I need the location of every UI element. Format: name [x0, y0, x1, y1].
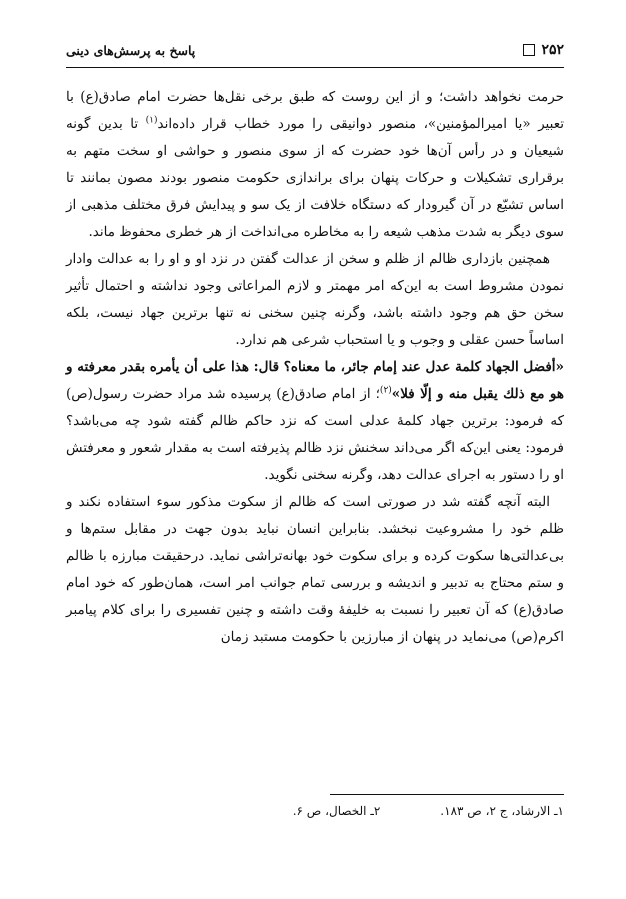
paragraph-3-text: ؛ از امام صادق(ع) پرسیده شد مراد حضرت رسول(ص) که فرمود: برترین جهاد کلمهٔ عدلی است که نزد حاکم ظالم گفته شود چه می‌باشد؟ فرمود: یعنی این‌که اگر می‌داند سخنش نزد ظالم پذیرفته است به مقدار شعور و معرفتش او را دستور به اجرای عدالت دهد، وگرنه سخنی نگوید.: [66, 386, 564, 483]
paragraph-4: البته آنچه گفته شد در صورتی است که ظالم از سکوت مذکور سوء استفاده نکند و ظلم خود را مشروعیت نبخشد. بنابراین انسان نباید بدون جهت در مقابل ستم‌ها و بی‌عدالتی‌ها سکوت کرده و برای سکوت خود بهانه‌تراشی نماید. درحقیقت مبارزه با ظالم و ستم محتاج به تدبیر و اندیشه و بررسی تمام جوانب امر است، همان‌طور که خود امام صادق(ع) که آن تعبیر را نسبت به خلیفهٔ وقت داشته و چنین تفسیری را برای کلام پیامبر اکرم(ص) می‌نماید در پنهان از مبارزین با حکومت مستبد زمان: [66, 494, 564, 645]
header-divider: [66, 67, 564, 68]
footnote-2: ۲ـ الخصال، ص ۶.: [292, 804, 381, 818]
paragraph-2: همچنین بازداری ظالم از ظلم و سخن از عدالت گفتن در نزد او و او را به عدالت وادار نمودن مشروط است به این‌که امر مهمتر و لازم المراعاتی وجود نداشته و احتمال تأثیر سخن حق هم وجود داشته باشد، وگرنه چنین سخنی نه تنها برترین جهاد نیست، بلکه اساساً حسن عقلی و وجوب و یا استحباب شرعی هم ندارد.: [66, 251, 564, 348]
footnote-ref-2: (۲): [379, 385, 392, 396]
square-bullet-icon: [523, 44, 535, 56]
body-text: [66, 84, 564, 651]
page-header: [66, 36, 564, 64]
running-title: پاسخ به پرسش‌های دینی: [66, 42, 196, 58]
page-number: ۲۵۲: [541, 42, 564, 58]
footnotes: [66, 804, 564, 818]
footnote-1: ۱ـ الارشاد، ج ۲، ص ۱۸۳.: [440, 804, 564, 818]
page-number-block: [523, 42, 564, 58]
paragraph-1: [66, 84, 564, 246]
footnote-ref-1: (۱): [145, 115, 158, 126]
hadith-quote: «أفضل الجهاد کلمة عدل عند إمام جائر، ما معناه؟ قال: هذا علی أن یأمره بقدر معرفته و هو مع ذلك یقبل منه و إلّا فلا»: [66, 359, 564, 402]
paragraph-3: [66, 354, 564, 489]
paragraph-1-text-b: تا بدین گونه شیعیان و در رأس آن‌ها خود حضرت که از سوی منصور و حواشی او سخت متهم به برقراری تشکیلات و حرکات پنهان برای براندازی حکومت منصور بودند مصون بمانند تا اساس تشیّع در آن گیرودار که دستگاه خلافت از یک سو و پیدایش فرق مختلف مذهبی از سوی دیگر به شدت مذهب شیعه را به مخاطره می‌انداخت از هر خطری محفوظ ماند.: [66, 116, 564, 240]
paragraph-1-text-a: حرمت نخواهد داشت؛ و از این روست که طبق برخی نقل‌ها حضرت امام صادق(ع) با تعبیر «یا امیرالمؤمنین»، منصور دوانیقی را مورد خطاب قرار داده‌اند: [66, 89, 564, 132]
footnote-divider: [330, 794, 564, 795]
